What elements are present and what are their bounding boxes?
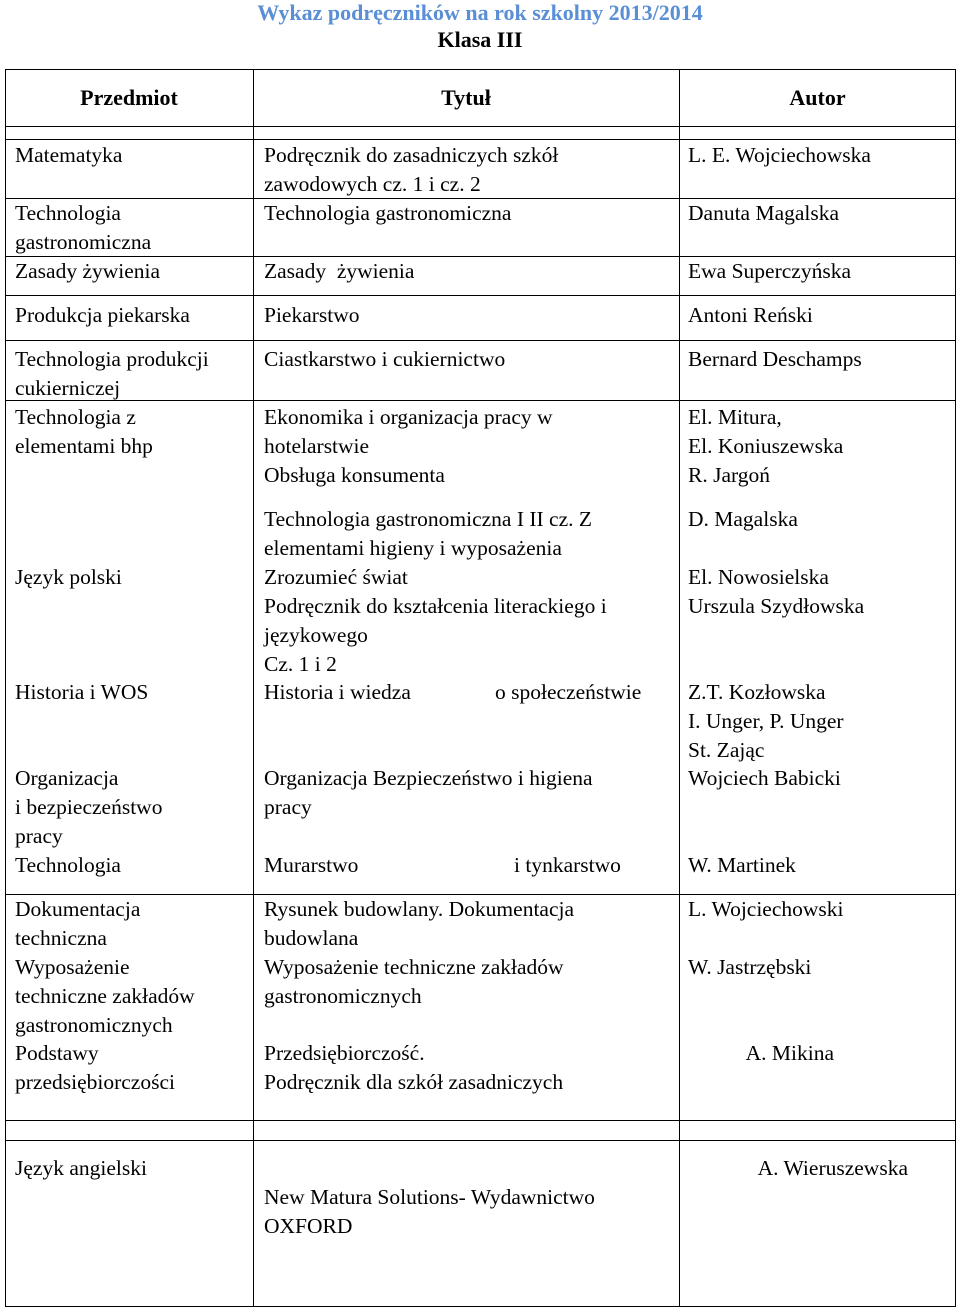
cell-title: Zasady żywienia — [264, 259, 415, 283]
cell-subject: Zasady żywienia — [15, 259, 161, 283]
header-subject: Przedmiot — [80, 85, 178, 110]
cell-title: Przedsiębiorczość. Podręcznik dla szkół zasadniczych — [264, 1041, 564, 1094]
cell-title: Rysunek budowlany. Dokumentacja budowlana — [264, 897, 575, 950]
cell-title: i tynkarstwo — [514, 853, 621, 877]
class-label: Klasa III — [437, 27, 523, 52]
cell-author: El. Nowosielska Urszula Szydłowska — [688, 565, 865, 618]
cell-author: W. Jastrzębski — [688, 955, 812, 979]
cell-title: Zrozumieć świat Podręcznik do kształcenia literackiego i językowego Cz. 1 i 2 — [264, 565, 607, 676]
row-divider — [5, 340, 956, 341]
cell-author: Bernard Deschamps — [688, 347, 862, 371]
cell-author: Z.T. Kozłowska I. Unger, P. Unger St. Zając — [688, 680, 844, 762]
cell-subject: Historia i WOS — [15, 680, 149, 704]
cell-subject: Język angielski — [15, 1156, 147, 1180]
row-divider — [5, 1120, 956, 1121]
cell-subject: Technologia gastronomiczna — [15, 201, 152, 254]
column-divider — [253, 69, 254, 1307]
cell-title: New Matura Solutions- Wydawnictwo OXFORD — [264, 1185, 595, 1238]
cell-author: A. Mikina — [745, 1041, 834, 1065]
cell-title: Obsługa konsumenta — [264, 463, 445, 487]
cell-subject: Język polski — [15, 565, 122, 589]
cell-title: Ekonomika i organizacja pracy w hotelarstwie — [264, 405, 553, 458]
cell-title: Wyposażenie techniczne zakładów gastronomicznych — [264, 955, 564, 1008]
cell-author: Antoni Reński — [688, 303, 813, 327]
cell-author: Wojciech Babicki — [688, 766, 841, 790]
cell-title: Organizacja Bezpieczeństwo i higiena pracy — [264, 766, 593, 819]
cell-title: o społeczeństwie — [495, 680, 642, 704]
cell-author: L. E. Wojciechowska — [688, 143, 871, 167]
cell-author: Ewa Superczyńska — [688, 259, 851, 283]
row-divider — [5, 126, 956, 127]
cell-subject: Podstawy przedsiębiorczości — [15, 1041, 175, 1094]
cell-title: Podręcznik do zasadniczych szkół zawodowych cz. 1 i cz. 2 — [264, 143, 559, 196]
cell-title: Technologia gastronomiczna — [264, 201, 512, 225]
cell-author: D. Magalska — [688, 507, 798, 531]
cell-author: R. Jargoń — [688, 463, 771, 487]
cell-subject: Technologia z elementami bhp — [15, 405, 153, 458]
cell-subject: Produkcja piekarska — [15, 303, 190, 327]
header-author: Autor — [789, 85, 846, 110]
cell-subject: Technologia — [15, 853, 121, 877]
cell-title: Piekarstwo — [264, 303, 360, 327]
document-title: Wykaz podręczników na rok szkolny 2013/2014 — [257, 0, 703, 25]
cell-author: Danuta Magalska — [688, 201, 840, 225]
cell-author: El. Mitura, El. Koniuszewska — [688, 405, 844, 458]
cell-subject: Dokumentacja techniczna — [15, 897, 141, 950]
cell-author: L. Wojciechowski — [688, 897, 844, 921]
cell-title: Ciastkarstwo i cukiernictwo — [264, 347, 506, 371]
cell-subject: Technologia produkcji cukierniczej — [15, 347, 209, 400]
cell-subject: Organizacja i bezpieczeństwo pracy — [15, 766, 163, 848]
cell-title: Murarstwo — [264, 853, 359, 877]
cell-author: W. Martinek — [688, 853, 796, 877]
header-title: Tytuł — [441, 85, 491, 110]
row-divider — [5, 295, 956, 296]
cell-title: Technologia gastronomiczna I II cz. Z elementami higieny i wyposażenia — [264, 507, 593, 560]
cell-title: Historia i wiedza — [264, 680, 411, 704]
row-divider — [5, 139, 956, 140]
row-divider — [5, 1140, 956, 1141]
cell-subject: Matematyka — [15, 143, 123, 167]
cell-subject: Wyposażenie techniczne zakładów gastronomicznych — [15, 955, 195, 1037]
column-divider — [679, 69, 680, 1307]
cell-author: A. Wieruszewska — [757, 1156, 908, 1180]
